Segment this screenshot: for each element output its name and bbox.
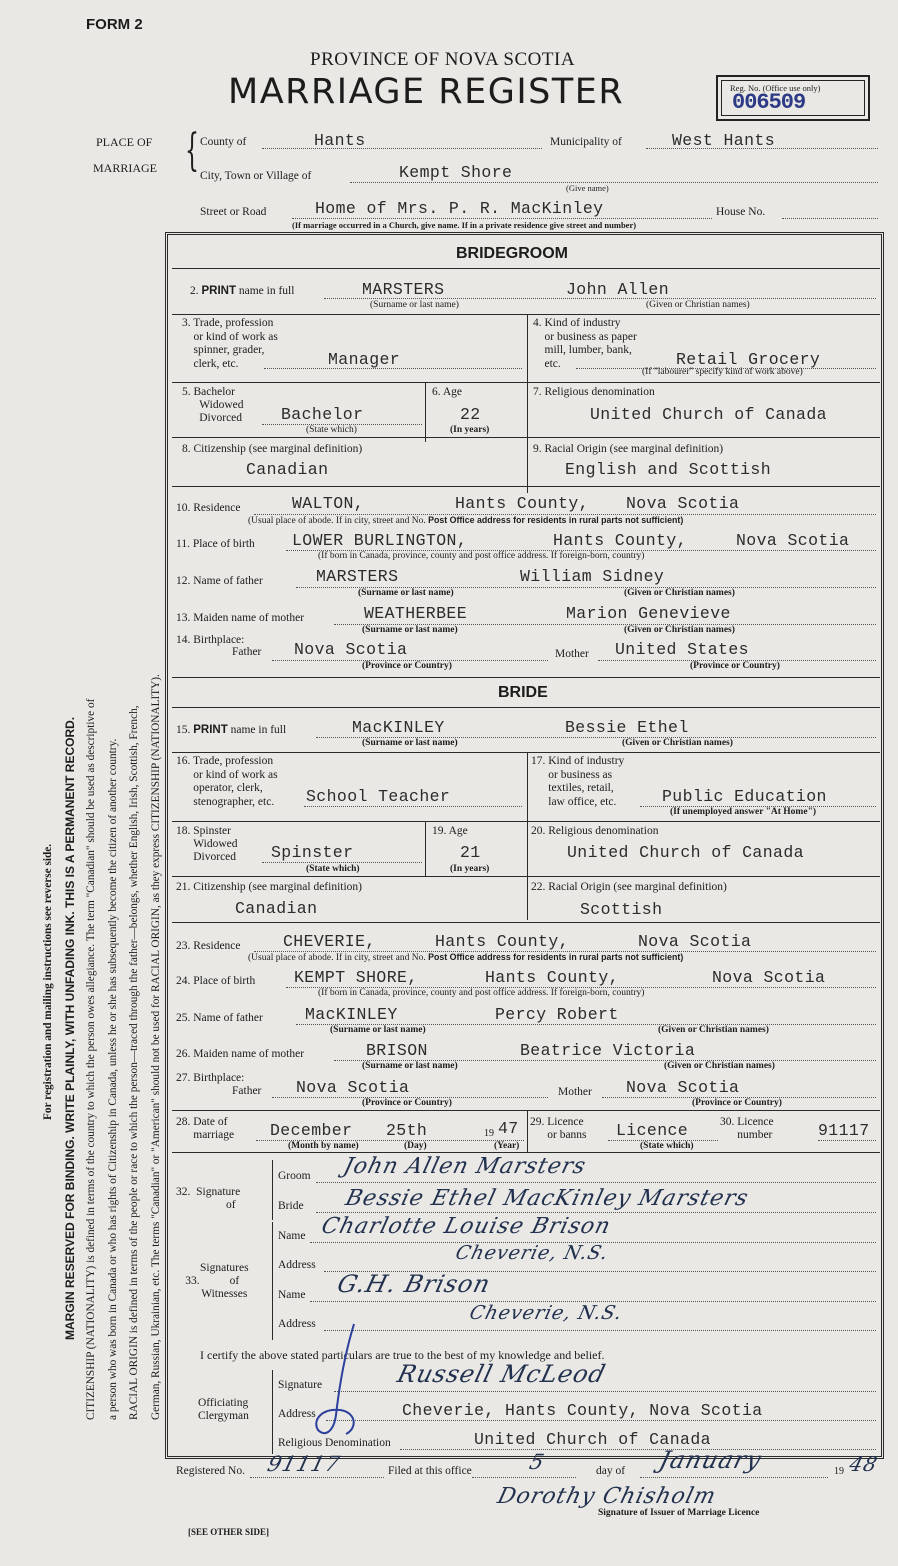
groom-trade-label bbox=[182, 317, 278, 371]
street-value: Home of Mrs. P. R. MacKinley bbox=[315, 199, 604, 218]
groom-residence-2: Hants County, bbox=[455, 494, 589, 513]
groom-status-label bbox=[182, 386, 244, 425]
registered-number: 91117 bbox=[265, 1452, 343, 1476]
place-heading-2: MARRIAGE bbox=[93, 161, 158, 175]
bride-trade: School Teacher bbox=[306, 787, 451, 806]
margin-line-6: German, Russian, Ukrainian, etc. The terms "Canadian" or "American" should not be used for RACIAL ORIGIN, as they express CITIZENSHIP (NATIONALITY). bbox=[149, 674, 162, 1420]
bride-status-l3: Divorced bbox=[193, 851, 237, 863]
groom-sig-label: Groom bbox=[278, 1170, 311, 1182]
licno-label bbox=[720, 1116, 774, 1142]
bride-residence-note bbox=[248, 952, 683, 963]
place-brace: { bbox=[185, 125, 199, 176]
bride-bp-note-2: (Province or Country) bbox=[692, 1098, 782, 1108]
bride-industry-label bbox=[531, 755, 624, 809]
province-heading: PROVINCE OF NOVA SCOTIA bbox=[310, 49, 576, 70]
bride-industry-l3: textiles, retail, bbox=[548, 782, 614, 794]
clergy-rel-label: Religious Denomination bbox=[278, 1437, 391, 1449]
bride-birth-label: 24. Place of birth bbox=[176, 975, 256, 987]
bride-mother-g-note: (Given or Christian names) bbox=[664, 1061, 775, 1071]
clergy-sig-label: Signature bbox=[278, 1379, 323, 1391]
bride-surname-note: (Surname or last name) bbox=[362, 738, 458, 748]
groom-birth-note: (If born in Canada, province, county and post office address. If foreign-born, country) bbox=[318, 551, 645, 561]
sig-l2: of bbox=[226, 1199, 236, 1211]
bride-given: Bessie Ethel bbox=[565, 718, 689, 737]
bride-status-note: (State which) bbox=[306, 864, 360, 874]
groom-industry-num: 4. bbox=[533, 317, 542, 329]
form-number: FORM 2 bbox=[86, 16, 143, 33]
groom-industry-l3: mill, lumber, bank, bbox=[544, 344, 632, 356]
sig-l1: Signature bbox=[196, 1186, 241, 1198]
bride-father-surname: MacKINLEY bbox=[305, 1005, 398, 1024]
groom-age-note: (In years) bbox=[450, 425, 490, 435]
bride-birth-note: (If born in Canada, province, county and post office address. If foreign-born, country) bbox=[318, 988, 645, 998]
bride-mother-s-note: (Surname or last name) bbox=[362, 1061, 458, 1071]
marriage-year: 47 bbox=[498, 1119, 519, 1138]
bride-birth-3: Nova Scotia bbox=[712, 968, 826, 987]
day-of-label: day of bbox=[596, 1465, 626, 1477]
bride-residence-1: CHEVERIE, bbox=[283, 932, 376, 951]
clergy-address-label: Address bbox=[278, 1408, 316, 1420]
street-note: (If marriage occurred in a Church, give name. If in a private residence give street and number) bbox=[292, 220, 637, 230]
clergy-religion: United Church of Canada bbox=[474, 1430, 711, 1449]
wit-l2: of bbox=[229, 1275, 240, 1287]
groom-mother-given: Marion Genevieve bbox=[566, 604, 731, 623]
bride-father-given: Percy Robert bbox=[495, 1005, 619, 1024]
county-label: County of bbox=[200, 136, 247, 148]
bride-residence-note-b: Post Office address for residents in rural parts not sufficient) bbox=[428, 952, 684, 962]
officiating-label bbox=[198, 1397, 249, 1423]
county-value: Hants bbox=[314, 131, 366, 150]
groom-bp-father-label: Father bbox=[232, 646, 262, 658]
groom-residence-note-a: (Usual place of abode. If in city, street and No. bbox=[248, 516, 426, 526]
filed-label: Filed at this office bbox=[388, 1465, 472, 1477]
bride-given-note: (Given or Christian names) bbox=[622, 738, 733, 748]
bride-residence-2: Hants County, bbox=[435, 932, 569, 951]
issuer-label: Signature of Issuer of Marriage Licence bbox=[598, 1508, 760, 1518]
house-label: House No. bbox=[716, 206, 766, 218]
groom-birth-3: Nova Scotia bbox=[736, 531, 850, 550]
groom-mother-s-note: (Surname or last name) bbox=[362, 625, 458, 635]
date-num: 28. bbox=[176, 1116, 191, 1128]
bride-age-note: (In years) bbox=[450, 864, 490, 874]
wit-l1: Signatures bbox=[200, 1262, 249, 1274]
registered-label: Registered No. bbox=[176, 1465, 245, 1477]
margin-line-3: CITIZENSHIP (NATIONALITY) is defined in terms of the country to which the person owes allegiance. The term "Canadian" should be used as descriptive of bbox=[85, 698, 97, 1420]
w1-name: Charlotte Louise Brison bbox=[318, 1214, 614, 1239]
groom-birth-1: LOWER BURLINGTON, bbox=[292, 531, 468, 550]
marriage-month: December bbox=[270, 1121, 353, 1140]
date-label bbox=[176, 1116, 234, 1142]
off-l1: Officiating bbox=[198, 1397, 249, 1409]
wit-l3: Witnesses bbox=[201, 1288, 248, 1300]
groom-industry-note: (If "labourer" specify kind of work above) bbox=[642, 367, 803, 377]
groom-age: 22 bbox=[460, 405, 481, 424]
bride-residence-label: 23. Residence bbox=[176, 940, 241, 952]
bride-industry-num: 17. bbox=[531, 755, 546, 767]
bride-religion: United Church of Canada bbox=[567, 843, 804, 862]
bride-religion-label: 20. Religious denomination bbox=[531, 825, 659, 837]
groom-birth-label: 11. Place of birth bbox=[176, 538, 255, 550]
see-other-side: [SEE OTHER SIDE] bbox=[188, 1527, 270, 1537]
margin-text bbox=[38, 310, 167, 1420]
groom-given-note: (Given or Christian names) bbox=[646, 300, 750, 310]
groom-religion: United Church of Canada bbox=[590, 405, 827, 424]
reg-number-box bbox=[716, 75, 870, 121]
filed-year-prefix: 19 bbox=[834, 1466, 844, 1477]
clergy-flourish-icon bbox=[306, 1320, 376, 1440]
margin-line-4: a person who was born in Canada or who has rights of Citizenship in Canada, unless he or she has subsequently become the citizen of another country. bbox=[106, 738, 119, 1420]
bride-name-print: PRINT bbox=[193, 724, 228, 736]
groom-status-l2: Widowed bbox=[199, 399, 244, 411]
year-note: (Year) bbox=[494, 1141, 520, 1151]
licence-number: 91117 bbox=[818, 1121, 870, 1140]
groom-trade-l1: Trade, profession bbox=[193, 317, 274, 329]
day-note: (Day) bbox=[404, 1141, 427, 1151]
bride-industry-l4: law office, etc. bbox=[548, 795, 617, 808]
groom-residence-label: 10. Residence bbox=[176, 502, 241, 514]
w1-name-label: Name bbox=[278, 1230, 306, 1242]
municipality-value: West Hants bbox=[672, 131, 776, 150]
bride-father-s-note: (Surname or last name) bbox=[330, 1025, 426, 1035]
bride-father-label: 25. Name of father bbox=[176, 1012, 263, 1024]
licence-label bbox=[530, 1116, 587, 1142]
w1-address-label: Address bbox=[278, 1259, 316, 1271]
groom-industry-l2: or business as paper bbox=[544, 330, 637, 343]
bride-bp-label: 27. Birthplace: bbox=[176, 1072, 245, 1084]
groom-bp-father: Nova Scotia bbox=[294, 640, 408, 659]
bride-trade-label bbox=[176, 755, 278, 809]
month-note: (Month by name) bbox=[288, 1141, 359, 1151]
groom-trade-num: 3. bbox=[182, 317, 191, 329]
bride-name-num: 15. bbox=[176, 724, 191, 736]
reg-number: 006509 bbox=[732, 90, 806, 115]
bride-mother-surname: BRISON bbox=[366, 1041, 428, 1060]
bride-status: Spinster bbox=[271, 843, 354, 862]
filed-month: January bbox=[656, 1446, 765, 1474]
groom-status-note: (State which) bbox=[306, 425, 357, 435]
w1-address: Cheverie, N.S. bbox=[453, 1242, 612, 1264]
groom-residence-note-b: Post Office address for residents in rural parts not sufficient) bbox=[428, 515, 684, 525]
groom-bp-mother-label: Mother bbox=[555, 648, 589, 660]
groom-name-rest: name in full bbox=[238, 285, 295, 297]
sig-num: 32. bbox=[176, 1186, 191, 1198]
groom-status-l3: Divorced bbox=[199, 412, 243, 424]
bride-status-label bbox=[176, 825, 238, 864]
bride-trade-num: 16. bbox=[176, 755, 191, 767]
page-title: MARRIAGE REGISTER bbox=[228, 72, 625, 112]
licno-l2: number bbox=[737, 1129, 773, 1141]
w2-name: G.H. Brison bbox=[334, 1270, 494, 1298]
city-value: Kempt Shore bbox=[399, 163, 513, 182]
reg-label: Reg. No. (Office use only) bbox=[730, 83, 821, 93]
bride-birth-2: Hants County, bbox=[485, 968, 619, 987]
bride-mother-label: 26. Maiden name of mother bbox=[176, 1048, 305, 1060]
w2-address: Cheverie, N.S. bbox=[467, 1302, 626, 1324]
bride-trade-l2: or kind of work as bbox=[193, 768, 278, 781]
groom-name-label bbox=[190, 285, 294, 297]
licence-note: (State which) bbox=[640, 1141, 694, 1151]
groom-surname: MARSTERS bbox=[362, 280, 445, 299]
groom-name-print: PRINT bbox=[201, 285, 236, 297]
date-l1: Date of bbox=[193, 1116, 228, 1128]
bride-trade-l3: operator, clerk, bbox=[193, 782, 263, 794]
bride-bp-father-label: Father bbox=[232, 1085, 262, 1097]
groom-heading: BRIDEGROOM bbox=[456, 245, 568, 262]
licence-num: 29. bbox=[530, 1116, 545, 1128]
off-l2: Clergyman bbox=[198, 1410, 249, 1422]
margin-line-5: RACIAL ORIGIN is defined in terms of the people or race to which the person—traced through the father—belongs, whether English, Irish, Scottish, French, bbox=[128, 705, 140, 1420]
groom-given: John Allen bbox=[566, 280, 670, 299]
groom-bp-note-2: (Province or Country) bbox=[690, 661, 780, 671]
bride-heading: BRIDE bbox=[498, 684, 548, 701]
groom-industry-l1: Kind of industry bbox=[544, 317, 621, 329]
clergy-address: Cheverie, Hants County, Nova Scotia bbox=[402, 1401, 763, 1420]
bride-bp-mother: Nova Scotia bbox=[626, 1078, 740, 1097]
bride-industry: Public Education bbox=[662, 787, 827, 806]
bride-sig-label: Bride bbox=[278, 1200, 304, 1212]
licno-l1: Licence bbox=[737, 1116, 774, 1128]
w2-name-label: Name bbox=[278, 1289, 306, 1301]
bride-racial-label: 22. Racial Origin (see marginal definition) bbox=[531, 881, 727, 893]
wit-num: 33. bbox=[185, 1275, 200, 1287]
bride-status-num: 18. bbox=[176, 825, 191, 837]
date-l2: marriage bbox=[193, 1129, 235, 1141]
bride-racial: Scottish bbox=[580, 900, 663, 919]
groom-status: Bachelor bbox=[281, 405, 364, 424]
filed-year: 48 bbox=[847, 1452, 881, 1476]
groom-bp-mother: United States bbox=[615, 640, 749, 659]
groom-birth-2: Hants County, bbox=[553, 531, 687, 550]
issuer-signature: Dorothy Chisholm bbox=[494, 1484, 719, 1509]
groom-racial-label: 9. Racial Origin (see marginal definition) bbox=[533, 443, 724, 455]
filed-day: 5 bbox=[527, 1450, 548, 1474]
marriage-year-prefix: 19 bbox=[484, 1128, 494, 1139]
street-label: Street or Road bbox=[200, 206, 267, 218]
municipality-label: Municipality of bbox=[550, 136, 622, 148]
bride-industry-l2: or business as bbox=[548, 768, 613, 781]
groom-trade-l4: clerk, etc. bbox=[193, 357, 239, 370]
licence-l2: or banns bbox=[547, 1129, 587, 1141]
bride-trade-l4: stenographer, etc. bbox=[193, 795, 275, 808]
groom-industry: Retail Grocery bbox=[676, 350, 821, 369]
groom-father-g-note: (Given or Christian names) bbox=[624, 588, 735, 598]
groom-citizenship: Canadian bbox=[246, 460, 329, 479]
groom-status-l1: Bachelor bbox=[193, 386, 236, 398]
city-label: City, Town or Village of bbox=[200, 170, 312, 182]
groom-status-num: 5. bbox=[182, 386, 191, 398]
groom-signature: John Allen Marsters bbox=[340, 1154, 589, 1179]
margin-line-2: MARGIN RESERVED FOR BINDING. WRITE PLAINLY, WITH UNFADING INK. THIS IS A PERMANENT RECORD. bbox=[62, 716, 77, 1340]
groom-mother-label: 13. Maiden name of mother bbox=[176, 612, 305, 624]
groom-name-num: 2. bbox=[190, 285, 199, 297]
groom-industry-l4: etc. bbox=[544, 357, 561, 370]
bride-citizenship: Canadian bbox=[235, 899, 318, 918]
groom-bp-note-1: (Province or Country) bbox=[362, 661, 452, 671]
bride-age-label: 19. Age bbox=[432, 825, 468, 837]
groom-father-label: 12. Name of father bbox=[176, 575, 263, 587]
groom-surname-note: (Surname or last name) bbox=[370, 300, 459, 310]
bride-bp-mother-label: Mother bbox=[558, 1086, 592, 1098]
groom-father-given: William Sidney bbox=[520, 567, 665, 586]
groom-mother-g-note: (Given or Christian names) bbox=[624, 625, 735, 635]
groom-trade-l3: spinner, grader, bbox=[193, 344, 265, 356]
bride-birth-1: KEMPT SHORE, bbox=[294, 968, 418, 987]
bride-trade-l1: Trade, profession bbox=[193, 755, 274, 767]
groom-age-label: 6. Age bbox=[432, 386, 463, 398]
clergy-signature: Russell McLeod bbox=[394, 1360, 609, 1388]
groom-industry-label bbox=[533, 317, 637, 371]
groom-citizenship-label: 8. Citizenship (see marginal definition) bbox=[182, 443, 363, 455]
groom-mother-surname: WEATHERBEE bbox=[364, 604, 468, 623]
bride-status-l2: Widowed bbox=[193, 838, 238, 850]
groom-trade: Manager bbox=[328, 350, 401, 369]
groom-bp-label: 14. Birthplace: bbox=[176, 634, 245, 646]
bride-industry-l1: Kind of industry bbox=[548, 755, 625, 767]
bride-citizenship-label: 21. Citizenship (see marginal definition) bbox=[176, 881, 362, 893]
bride-status-l1: Spinster bbox=[193, 825, 231, 837]
groom-residence-3: Nova Scotia bbox=[626, 494, 740, 513]
bride-name-label bbox=[176, 724, 286, 736]
licence-l1: Licence bbox=[547, 1116, 584, 1128]
sig-label bbox=[176, 1186, 240, 1212]
bride-bp-note-1: (Province or Country) bbox=[362, 1098, 452, 1108]
bride-signature: Bessie Ethel MacKinley Marsters bbox=[342, 1186, 752, 1211]
w2-address-label: Address bbox=[278, 1318, 316, 1330]
bride-name-rest: name in full bbox=[230, 724, 287, 736]
wit-label bbox=[176, 1262, 249, 1301]
groom-trade-l2: or kind of work as bbox=[193, 330, 278, 343]
groom-father-s-note: (Surname or last name) bbox=[358, 588, 454, 598]
licence-value: Licence bbox=[616, 1121, 689, 1140]
bride-surname: MacKINLEY bbox=[352, 718, 445, 737]
groom-residence-note bbox=[248, 515, 683, 526]
groom-religion-label: 7. Religious denomination bbox=[533, 386, 655, 398]
certify-text: I certify the above stated particulars are true to the best of my knowledge and belief. bbox=[200, 1348, 605, 1362]
marriage-day: 25th bbox=[386, 1121, 428, 1140]
place-heading: PLACE OF bbox=[96, 135, 153, 149]
bride-bp-father: Nova Scotia bbox=[296, 1078, 410, 1097]
margin-line-1: For registration and mailing instructions see reverse side. bbox=[42, 843, 54, 1120]
bride-industry-note: (If unemployed answer "At Home") bbox=[670, 807, 817, 817]
bride-mother-given: Beatrice Victoria bbox=[520, 1041, 696, 1060]
bride-father-g-note: (Given or Christian names) bbox=[658, 1025, 769, 1035]
bride-residence-3: Nova Scotia bbox=[638, 932, 752, 951]
bride-age: 21 bbox=[460, 843, 481, 862]
groom-father-surname: MARSTERS bbox=[316, 567, 399, 586]
give-name-note: (Give name) bbox=[566, 183, 609, 193]
licno-num: 30. bbox=[720, 1116, 735, 1128]
bride-residence-note-a: (Usual place of abode. If in city, street and No. bbox=[248, 953, 426, 963]
groom-residence-1: WALTON, bbox=[292, 494, 365, 513]
groom-racial: English and Scottish bbox=[565, 460, 772, 479]
